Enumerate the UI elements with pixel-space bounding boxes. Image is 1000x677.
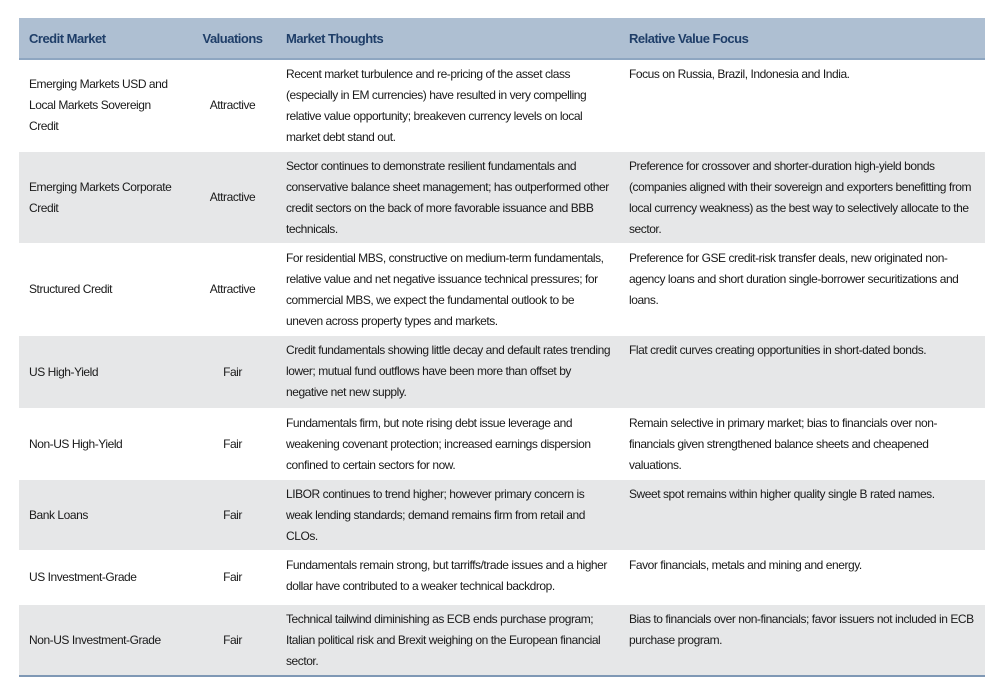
credit-market-table	[19, 18, 985, 677]
cell-credit-market: US High-Yield	[19, 336, 189, 409]
cell-valuation: Fair	[189, 409, 276, 480]
cell-relative-value-focus: Preference for crossover and shorter-duration high-yield bonds (companies aligned with their sovereign and exporters benefitting from local currency weakness) as the best way to selectively allocate to the sector.	[619, 152, 985, 244]
table-row	[19, 244, 985, 336]
cell-credit-market: Non-US Investment-Grade	[19, 605, 189, 677]
cell-valuation: Attractive	[189, 244, 276, 336]
header-valuations: Valuations	[189, 18, 276, 59]
cell-market-thoughts: Sector continues to demonstrate resilient fundamentals and conservative balance sheet management; has outperformed other credit sectors on the back of more favorable issuance and BBB technicals.	[276, 152, 619, 244]
cell-market-thoughts: Technical tailwind diminishing as ECB ends purchase program; Italian political risk and Brexit weighing on the European financial sector.	[276, 605, 619, 677]
cell-valuation: Fair	[189, 605, 276, 677]
table-row	[19, 605, 985, 677]
cell-market-thoughts: Recent market turbulence and re-pricing of the asset class (especially in EM currencies) have resulted in very compelling relative value opportunity; breakeven currency levels on local market debt stand out.	[276, 59, 619, 152]
cell-relative-value-focus: Sweet spot remains within higher quality single B rated names.	[619, 480, 985, 551]
cell-relative-value-focus: Preference for GSE credit-risk transfer deals, new originated non-agency loans and short duration single-borrower securitizations and loans.	[619, 244, 985, 336]
cell-credit-market: Emerging Markets Corporate Credit	[19, 152, 189, 244]
credit-market-table-container	[19, 18, 985, 677]
table-row	[19, 152, 985, 244]
cell-credit-market: Structured Credit	[19, 244, 189, 336]
cell-market-thoughts: For residential MBS, constructive on medium-term fundamentals, relative value and net negative issuance technical pressures; for commercial MBS, we expect the fundamental outlook to be uneven across property types and markets.	[276, 244, 619, 336]
cell-market-thoughts: Fundamentals remain strong, but tarriffs/trade issues and a higher dollar have contributed to a weaker technical backdrop.	[276, 551, 619, 605]
cell-relative-value-focus: Favor financials, metals and mining and energy.	[619, 551, 985, 605]
cell-market-thoughts: LIBOR continues to trend higher; however primary concern is weak lending standards; demand remains firm from retail and CLOs.	[276, 480, 619, 551]
cell-valuation: Fair	[189, 336, 276, 409]
cell-credit-market: Bank Loans	[19, 480, 189, 551]
cell-credit-market: Emerging Markets USD and Local Markets Sovereign Credit	[19, 59, 189, 152]
cell-market-thoughts: Fundamentals firm, but note rising debt issue leverage and weakening covenant protection; increased earnings dispersion confined to certain sectors for now.	[276, 409, 619, 480]
header-relative-value-focus: Relative Value Focus	[619, 18, 985, 59]
cell-valuation: Attractive	[189, 152, 276, 244]
cell-credit-market: US Investment-Grade	[19, 551, 189, 605]
header-credit-market: Credit Market	[19, 18, 189, 59]
table-row	[19, 409, 985, 480]
table-row	[19, 480, 985, 551]
cell-market-thoughts: Credit fundamentals showing little decay and default rates trending lower; mutual fund outflows have been more than offset by negative net new supply.	[276, 336, 619, 409]
table-header-row	[19, 18, 985, 59]
cell-credit-market: Non-US High-Yield	[19, 409, 189, 480]
table-row	[19, 336, 985, 409]
cell-relative-value-focus: Focus on Russia, Brazil, Indonesia and India.	[619, 59, 985, 152]
cell-valuation: Fair	[189, 551, 276, 605]
cell-relative-value-focus: Bias to financials over non-financials; favor issuers not included in ECB purchase program.	[619, 605, 985, 677]
table-row	[19, 551, 985, 605]
table-row	[19, 59, 985, 152]
header-market-thoughts: Market Thoughts	[276, 18, 619, 59]
cell-relative-value-focus: Flat credit curves creating opportunities in short-dated bonds.	[619, 336, 985, 409]
cell-valuation: Attractive	[189, 59, 276, 152]
cell-relative-value-focus: Remain selective in primary market; bias to financials over non-financials given strengthened balance sheets and cheapened valuations.	[619, 409, 985, 480]
cell-valuation: Fair	[189, 480, 276, 551]
